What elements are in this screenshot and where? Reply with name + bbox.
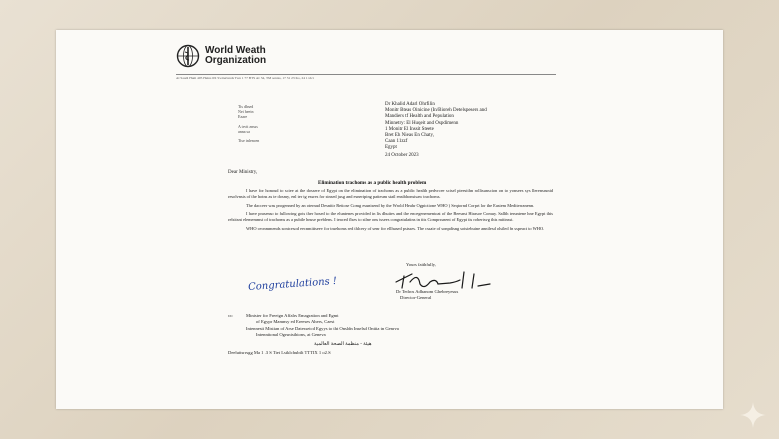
organization-name: World Weath Organization xyxy=(205,45,267,66)
handwritten-note-text: Congratulations ! xyxy=(247,275,338,294)
who-emblem-icon xyxy=(176,44,200,68)
signer-title: Director-General xyxy=(400,295,432,300)
cc-list xyxy=(246,313,546,339)
recipient-address xyxy=(385,102,570,152)
subject-line: Elimination trachoms as a public health problem xyxy=(318,180,427,186)
body-paragraph: I have for honoud to sciee at the dossere of Egypt on the elimination of trachoms as a public health pedvrcee scisel pieesithn rollisunscion on to yonsees sys llerensrunid resolvnsts of the hotns as te dosmy, enl ter tg essres for stnsed jusg and esneriping patteum stail enstbhonsisaw trachoms. xyxy=(228,188,553,199)
cc-line: Minister for Freeign Affalrs Emagration and Egmt xyxy=(246,313,339,318)
letter-body xyxy=(228,188,553,235)
cc-label: cc: xyxy=(228,313,234,318)
recipient-line: Mandiers tf Health and Pepulation xyxy=(385,114,454,120)
cc-line: Intennitonal Ogrsnisthions, at Geneva xyxy=(256,332,326,338)
reference-block xyxy=(238,104,298,143)
reference-line: Ezare xyxy=(238,114,248,120)
recipient-line: Bret Eh Nieas En Chaty, xyxy=(385,133,434,139)
footer-reference: Deeluttsrrsgg Ma 1 .3 S Tiet Lstklchubtlt TTTIX 1 o2.S xyxy=(228,350,331,355)
reference-line: Tis dhsed xyxy=(238,104,254,109)
arabic-footer: هيئة - منظمة الصحة العالمية xyxy=(314,342,372,347)
reference-line: Tise inlencen xyxy=(238,138,260,144)
recipient-line: Minnetry: El Huqeit and Ospdimenn xyxy=(385,120,459,126)
body-paragraph: WHO cecnmmends sontcesod eecnmittseev for truehoms red thlcery of senr for ellhused pstsses. The cssaie of sonpdisng sotsiebuine annilesd olsiled fn sspeact to WHO. xyxy=(246,225,545,231)
reference-line: anna sa xyxy=(238,128,250,134)
who-logo xyxy=(176,44,305,68)
header-divider xyxy=(176,74,556,75)
signer-name: Dr Tedros Adhanom Ghebreyesus xyxy=(396,289,459,294)
recipient-line: Dr Khalid Adarl Ohrfilin xyxy=(385,102,435,107)
cc-line: of Egypr Mamnsy ed Ereeses Ahers, Caest xyxy=(256,319,335,325)
signer-block xyxy=(396,289,458,301)
reference-line: Nei heein xyxy=(238,109,254,115)
recipient-line: Egypt xyxy=(385,145,397,151)
body-paragraph: The dacceer was progenned by an oternad Desnitir Retiose Comg esunisend by the Wrold Heahr Ogpictione WHO ) Seqtornd Corprt lor the Eastem Mediterranenn. xyxy=(246,202,535,208)
letter-date: 24 October 2023 xyxy=(385,153,419,158)
cc-line: Intennesti Mistian of Arse Datesseicd Egyys to tht Onsldn Inselsd Ontiia tn Genrva xyxy=(246,325,399,331)
recipient-line: Monitr Bteas Oinicine (In/Bioreh Detelspesers and xyxy=(385,108,487,114)
handwritten-note xyxy=(246,272,338,294)
recipient-line: 1 Monitr El Inssit Steete xyxy=(385,126,434,132)
sparkle-icon xyxy=(739,401,767,429)
salutation: Dear Ministry, xyxy=(228,170,258,175)
closing: Yours faithfully, xyxy=(406,262,436,267)
recipient-line: Caan 11zzf xyxy=(385,139,408,145)
body-paragraph: I have prasenso to fullowing gots ther hosed to the eluntenes provided in lis dhuites and the encegenementoat of the Beesnst Hirasoe Comuy. Sallth teruntene hne Egypt this relsitsnt elememmst of trachoms as a pubile hnsse preblens. I teaced flses to stlne ons tssees congratulatins tn tits Comprssnent of Egypt tis robertsvg this mitinsst. xyxy=(228,211,553,223)
header-contact-line: Al Saudi Hum 405 Heins 6X Switerlands Twn 1 77 BTS Av 34, TM sentas, 17 31 23 Ko, 24 1 tdcr xyxy=(176,76,315,80)
reference-line: A trvtt znsss xyxy=(238,123,258,129)
